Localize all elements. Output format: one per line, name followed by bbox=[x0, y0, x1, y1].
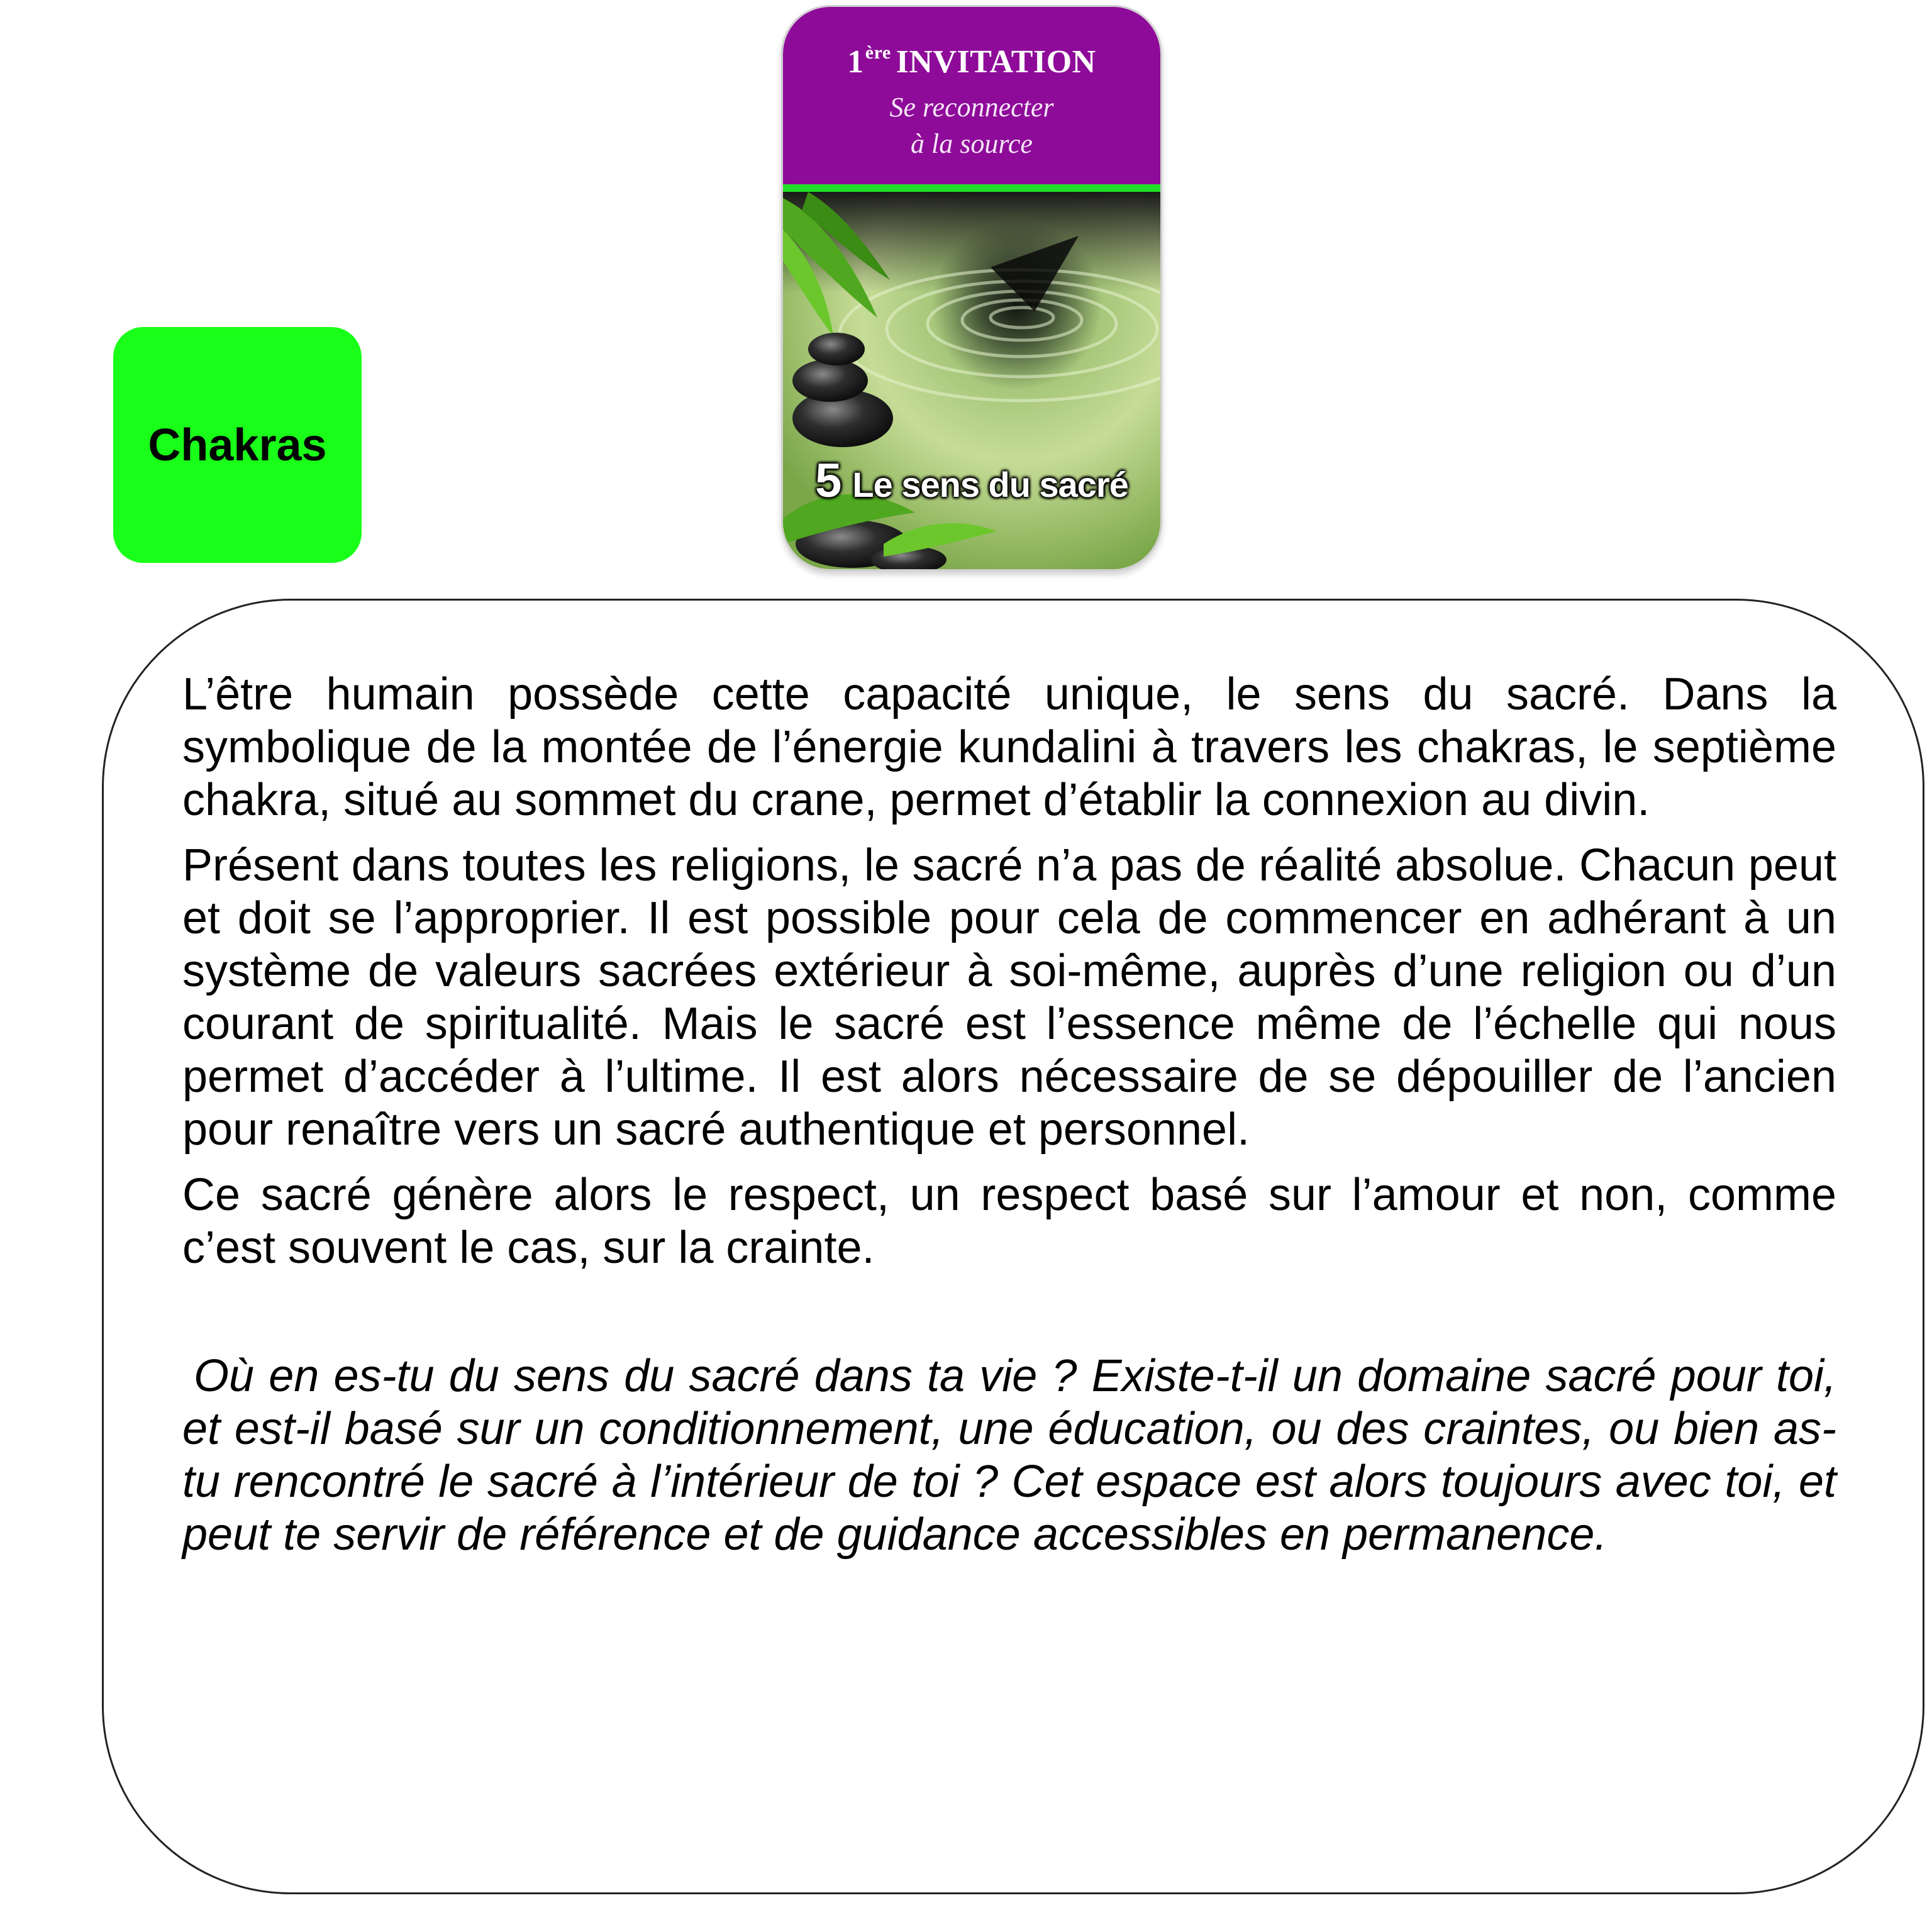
card-header bbox=[783, 7, 1160, 184]
card-title-superscript: ère bbox=[865, 42, 891, 63]
category-tag-label: Chakras bbox=[148, 419, 327, 470]
invitation-card bbox=[781, 5, 1162, 571]
card-photo bbox=[783, 192, 1160, 569]
card-title-word: INVITATION bbox=[896, 44, 1096, 80]
card-title-number: 1 bbox=[847, 44, 864, 80]
zen-water-illustration bbox=[783, 192, 1160, 569]
paragraph-1: L’être humain possède cette capacité unique, le sens du sacré. Dans la symbolique de la montée de l’énergie kundalini à travers les chakras, le septième chakra, situé au sommet du crane, permet d’établir la connexion au divin. bbox=[182, 669, 1836, 825]
paragraph-3: Ce sacré génère alors le respect, un respect basé sur l’amour et non, comme c’est souvent le cas, sur la crainte. bbox=[182, 1170, 1836, 1273]
category-tag bbox=[113, 327, 362, 563]
paragraph-2: Présent dans toutes les religions, le sacré n’a pas de réalité absolue. Chacun peut et doit se l’approprier. Il est possible pour cela de commencer en adhérant à un système de valeurs sacrées extérieur à soi-même, auprès d’une religion ou d’un courant de spiritualité. Mais le sacré est l’essence même de l’échelle qui nous permet d’accéder à l’ultime. Il est alors nécessaire de se dépouiller de l’ancien pour renaître vers un sacré authentique et personnel. bbox=[182, 840, 1836, 1155]
text-panel-body bbox=[182, 668, 1836, 1574]
card-number: 5 bbox=[815, 454, 841, 508]
card-caption bbox=[783, 453, 1160, 508]
card-title bbox=[783, 42, 1160, 80]
card-subtitle-line2: à la source bbox=[911, 128, 1033, 159]
reflection-question: Où en es-tu du sens du sacré dans ta vie ? Existe-t-il un domaine sacré pour toi, et est-il basé sur un conditionnement, une éducation, ou des craintes, ou bien as-tu rencontré le sacré à l’intérieur de toi ? Cet espace est alors toujours avec toi, et peut te servir de référence et de guidance accessibles en permanence. bbox=[182, 1351, 1836, 1560]
card-subtitle-line1: Se reconnecter bbox=[889, 92, 1054, 123]
card-name: Le sens du sacré bbox=[852, 465, 1128, 504]
card-green-band bbox=[783, 184, 1160, 192]
